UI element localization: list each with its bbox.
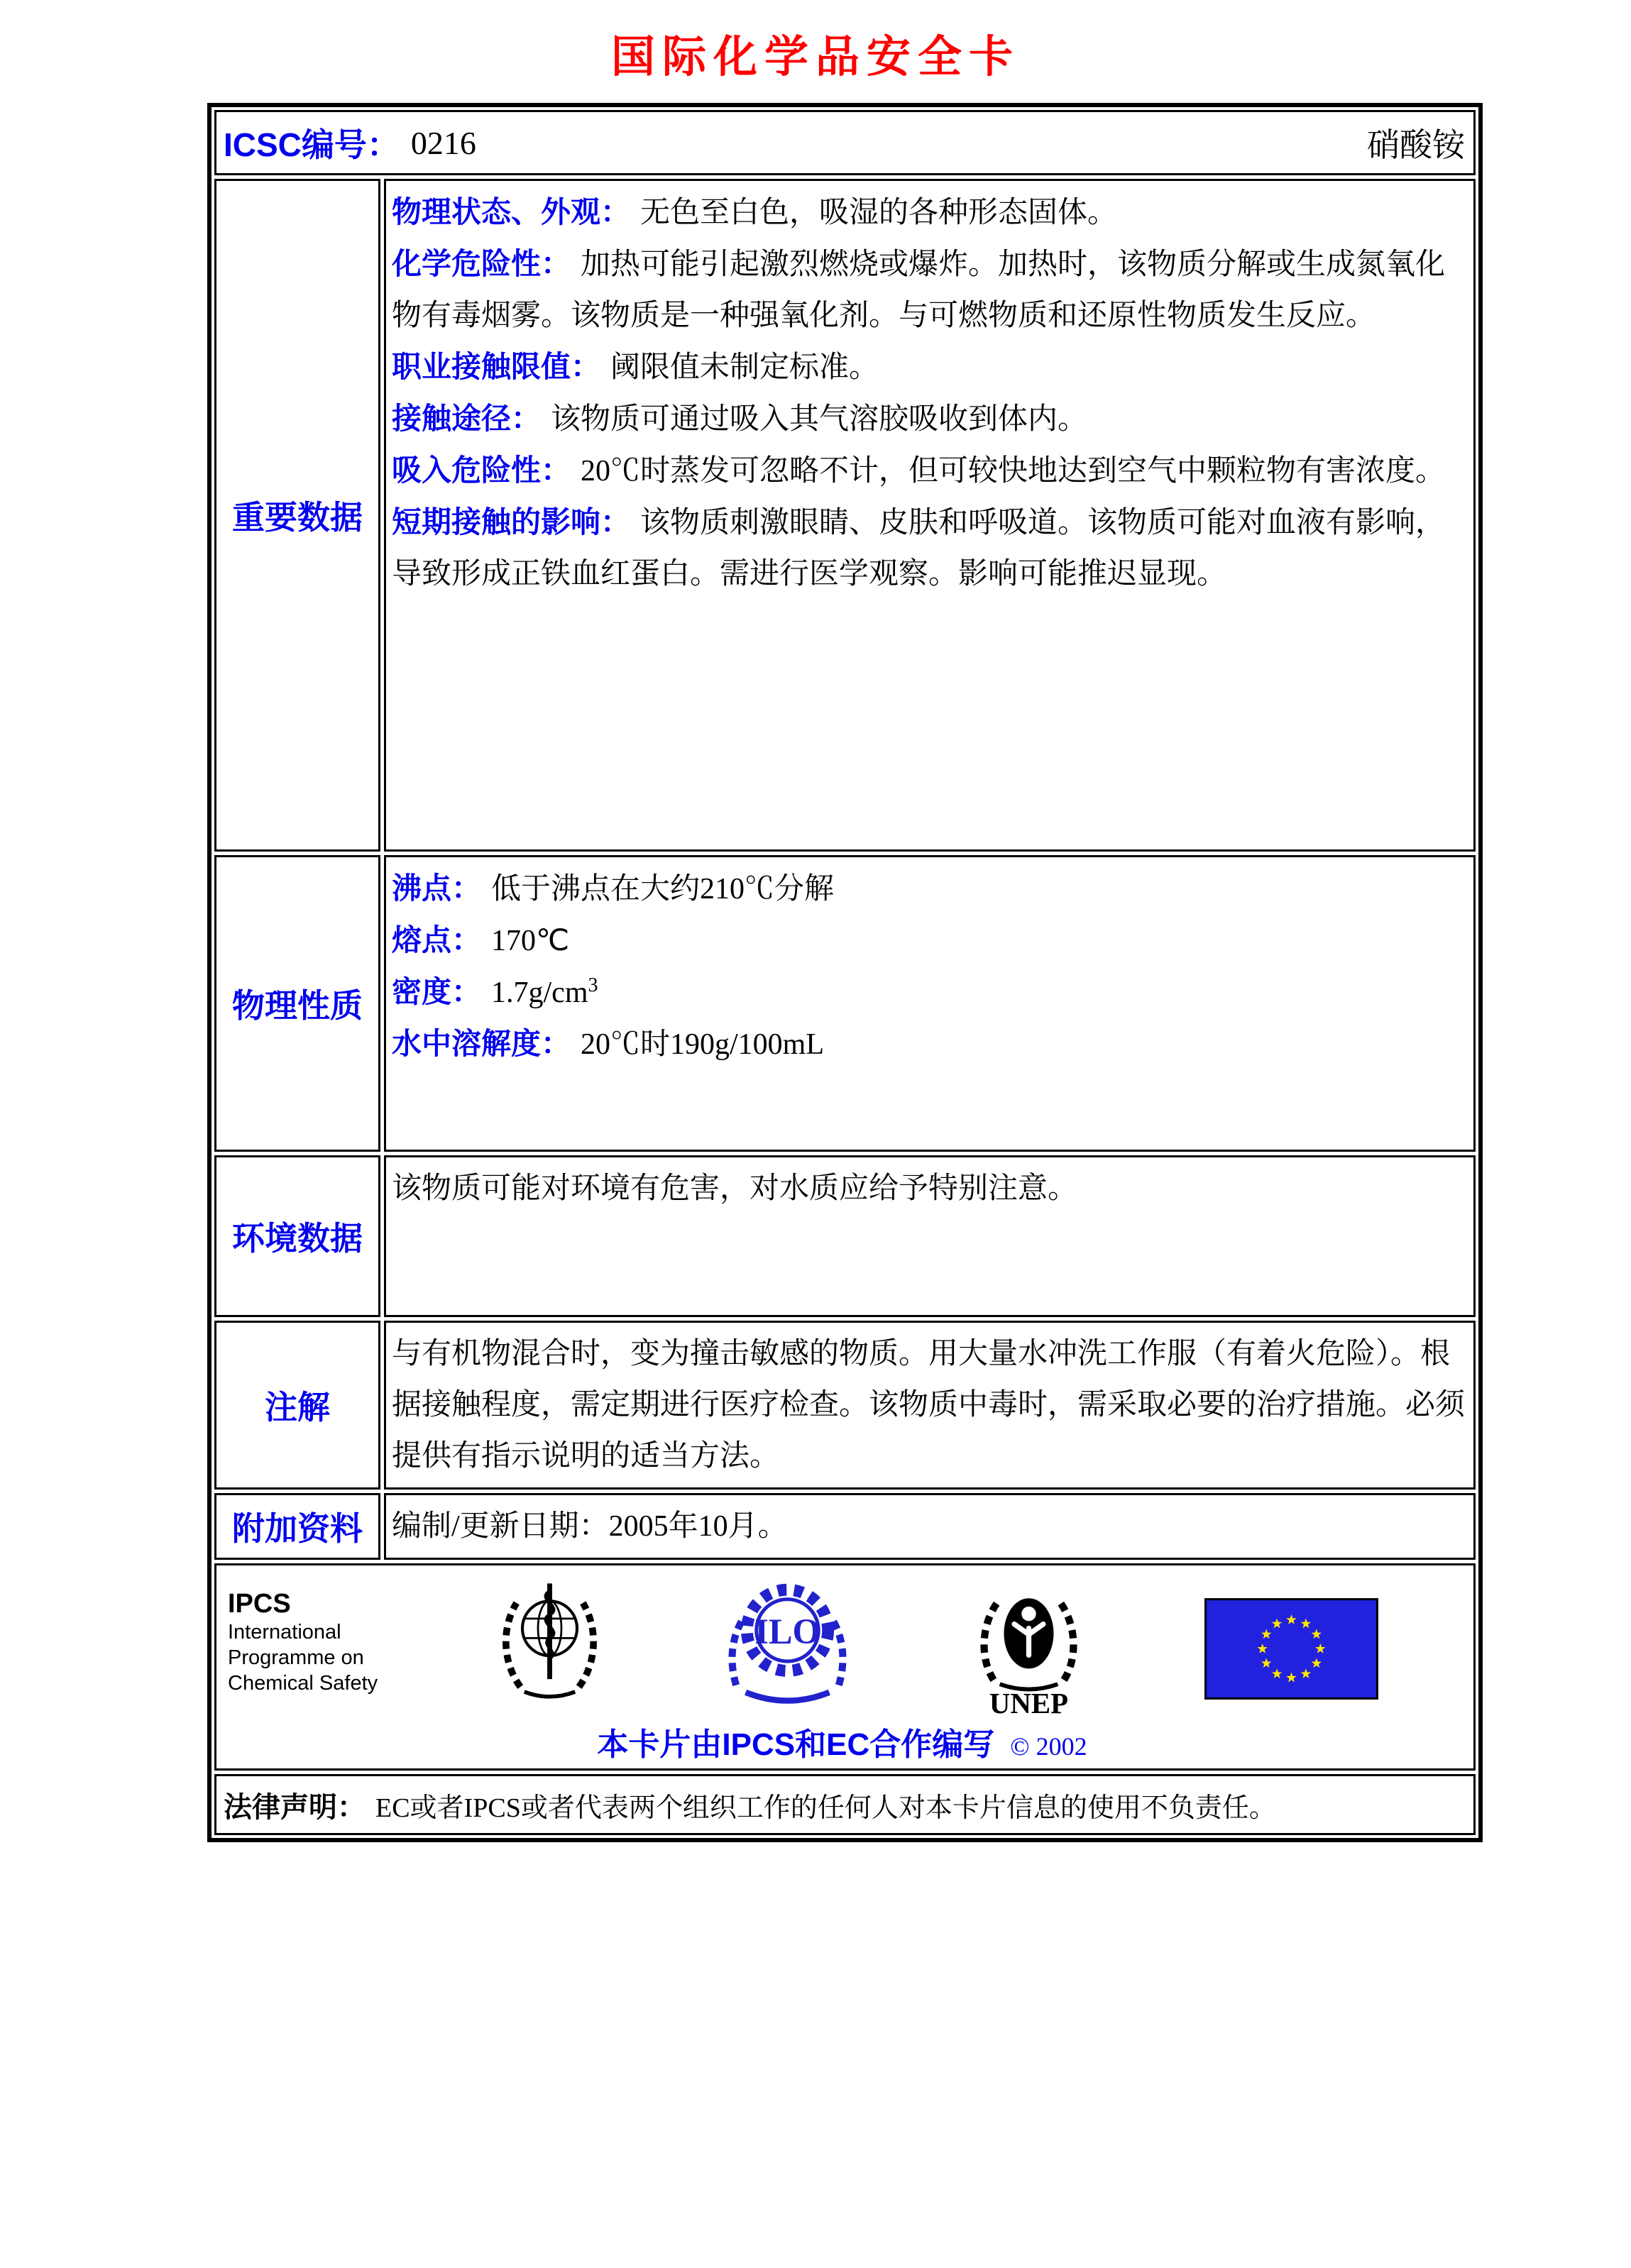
legal-row [214, 1774, 1476, 1835]
environmental-data-content [384, 1155, 1476, 1317]
icsc-table [207, 103, 1483, 1842]
additional-info-row [214, 1493, 1476, 1560]
field-boiling-point-label: 沸点： [392, 871, 482, 905]
ilo-logo-icon [722, 1575, 853, 1707]
unep-logo-icon [967, 1575, 1091, 1717]
additional-info-text: 编制/更新日期：2005年10月。 [392, 1510, 788, 1543]
section-label-important: 重要数据 [214, 179, 380, 852]
field-short-term-effects-label: 短期接触的影响： [392, 505, 631, 539]
notes-text: 与有机物混合时，变为撞击敏感的物质。用大量水冲洗工作服（有着火危险）。根据接触程度，需定期进行医疗检查。该物质中毒时，需采取必要的治疗措施。必须提供有指示说明的适当方法。 [392, 1338, 1466, 1472]
field-chemical-danger-text: 加热可能引起激烈燃烧或爆炸。加热时，该物质分解或生成氮氧化物有毒烟雾。该物质是一种强氧化剂。与可燃物质和还原性物质发生反应。 [392, 248, 1446, 332]
field-inhalation-risk [392, 445, 1465, 497]
important-data-row [214, 179, 1476, 852]
chemical-name: 硝酸铵 [1367, 127, 1465, 163]
field-density-label: 密度： [392, 975, 482, 1008]
field-boiling-point-text: 低于沸点在大约210℃分解 [491, 873, 835, 905]
field-physical-state-text: 无色至白色，吸湿的各种形态固体。 [640, 197, 1118, 229]
legal-text: EC或者IPCS或者代表两个组织工作的任何人对本卡片信息的使用不负责任。 [375, 1793, 1276, 1823]
field-short-term-effects-text: 该物质刺激眼睛、皮肤和呼吸道。该物质可能对血液有影响，导致形成正铁血红蛋白。需进行医学观察。影响可能推迟显现。 [392, 507, 1446, 590]
legal-label: 法律声明： [224, 1791, 366, 1823]
notes-content [384, 1321, 1476, 1490]
field-exposure-limit-text: 阈限值未制定标准。 [610, 351, 879, 384]
logos-row [214, 1563, 1476, 1771]
physical-properties-content [384, 855, 1476, 1152]
field-exposure-route [392, 393, 1465, 445]
field-short-term-effects [392, 497, 1465, 600]
field-exposure-route-text: 该物质可通过吸入其气溶胶吸收到体内。 [551, 403, 1088, 436]
field-melting-point [392, 915, 1465, 967]
field-chemical-danger-label: 化学危险性： [392, 247, 571, 280]
environmental-data-row [214, 1155, 1476, 1317]
field-density-text: 1.7g/cm [491, 976, 588, 1009]
ipcs-text-block [228, 1588, 378, 1696]
field-water-solubility-label: 水中溶解度： [392, 1027, 571, 1060]
physical-properties-row [214, 855, 1476, 1152]
additional-info-content [384, 1493, 1476, 1560]
ipcs-line-1: International [228, 1621, 341, 1644]
field-exposure-limit [392, 341, 1465, 393]
field-inhalation-risk-text: 20℃时蒸发可忽略不计，但可较快地达到空气中颗粒物有害浓度。 [581, 455, 1446, 488]
logos-cell [214, 1563, 1476, 1771]
field-boiling-point [392, 863, 1465, 915]
who-logo-icon [491, 1575, 608, 1707]
eu-flag-icon [1204, 1598, 1378, 1700]
logo-strip [228, 1575, 1456, 1717]
section-label-physical: 物理性质 [214, 855, 380, 1152]
field-water-solubility-text: 20℃时190g/100mL [581, 1028, 825, 1061]
field-melting-point-label: 熔点： [392, 923, 482, 957]
field-exposure-limit-label: 职业接触限值： [392, 350, 601, 383]
ilo-label: ILO [754, 1611, 820, 1651]
icsc-number-label: ICSC编号： [224, 126, 400, 163]
environmental-data-text: 该物质可能对环境有危害，对水质应给予特别注意。 [392, 1172, 1078, 1205]
ipcs-title: IPCS [228, 1589, 291, 1619]
field-melting-point-text: 170℃ [491, 925, 570, 957]
credit-text: 本卡片由IPCS和EC合作编写 [597, 1727, 995, 1762]
field-water-solubility [392, 1018, 1465, 1070]
field-density [392, 967, 1465, 1018]
page-title: 国际化学品安全卡 [610, 33, 1020, 82]
credit-line [228, 1719, 1456, 1764]
field-physical-state-label: 物理状态、外观： [392, 195, 631, 229]
important-data-content [384, 179, 1476, 852]
ipcs-line-2: Programme on [228, 1646, 364, 1669]
ipcs-line-3: Chemical Safety [228, 1672, 378, 1695]
field-physical-state [392, 187, 1465, 238]
field-exposure-route-label: 接触途径： [392, 402, 542, 435]
copyright-text: © 2002 [1010, 1732, 1087, 1761]
icsc-number-value: 0216 [410, 124, 476, 161]
unep-label: UNEP [989, 1688, 1069, 1717]
section-label-environment: 环境数据 [214, 1155, 380, 1317]
icsc-number [224, 119, 476, 166]
field-chemical-danger [392, 238, 1465, 341]
legal-cell [214, 1774, 1476, 1835]
section-label-notes: 注解 [214, 1321, 380, 1490]
field-inhalation-risk-label: 吸入危险性： [392, 453, 571, 487]
field-density-exponent: 3 [588, 974, 598, 996]
section-label-additional: 附加资料 [214, 1493, 380, 1560]
header-cell [214, 110, 1476, 175]
notes-row [214, 1321, 1476, 1490]
header-row [214, 110, 1476, 175]
